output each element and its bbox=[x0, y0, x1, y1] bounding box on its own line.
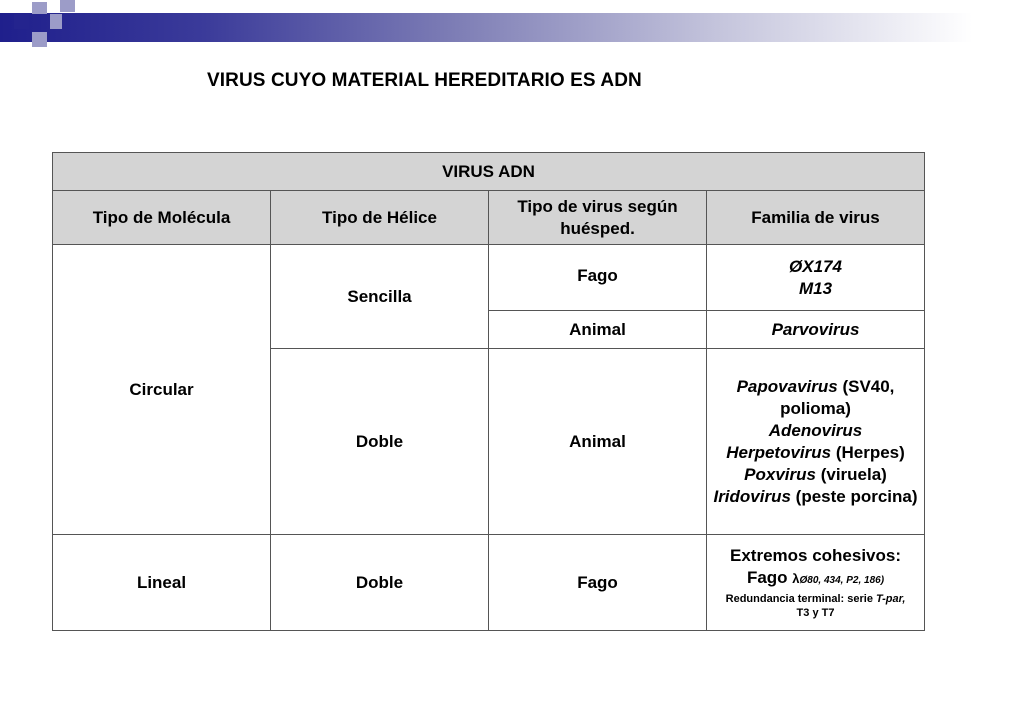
family-papovavirus-note: (SV40, polioma) bbox=[780, 376, 895, 418]
caption-row bbox=[53, 153, 925, 191]
cell-animal-families bbox=[707, 349, 925, 535]
family-parvovirus: Parvovirus bbox=[771, 319, 860, 339]
cell-linear-host: Fago bbox=[489, 535, 707, 631]
table-row bbox=[53, 535, 925, 631]
cell-phage-host: Fago bbox=[489, 245, 707, 311]
lambda-symbol: λ bbox=[792, 571, 800, 586]
cell-double-host: Animal bbox=[489, 349, 707, 535]
redundancy-label: Redundancia terminal: serie bbox=[725, 593, 877, 605]
header-row bbox=[53, 191, 925, 245]
cell-circular: Circular bbox=[53, 245, 271, 535]
linear-fago-label: Fago bbox=[746, 568, 788, 587]
slide-title: VIRUS CUYO MATERIAL HEREDITARIO ES ADN bbox=[207, 70, 642, 91]
deco-square bbox=[60, 0, 75, 12]
virus-table bbox=[52, 152, 925, 631]
cell-double-helix: Doble bbox=[271, 349, 489, 535]
header-helix: Tipo de Hélice bbox=[271, 191, 489, 245]
cell-animal-host: Animal bbox=[489, 311, 707, 349]
family-poxvirus: Poxvirus bbox=[744, 464, 816, 484]
linear-phage-list: Ø80, 434, P2, 186) bbox=[799, 575, 885, 586]
header-banner bbox=[0, 13, 1024, 42]
family-phix174: ØX174 bbox=[789, 256, 842, 276]
table-caption: VIRUS ADN bbox=[53, 153, 925, 191]
cell-parvovirus bbox=[707, 311, 925, 349]
table-row bbox=[53, 245, 925, 311]
family-iridovirus-note: (peste porcina) bbox=[795, 486, 918, 506]
header-molecule: Tipo de Molécula bbox=[53, 191, 271, 245]
cell-phage-family bbox=[707, 245, 925, 311]
linear-family-line4: T3 y T7 bbox=[796, 607, 835, 619]
cell-linear: Lineal bbox=[53, 535, 271, 631]
family-herpetovirus-note: (Herpes) bbox=[835, 442, 905, 462]
family-adenovirus: Adenovirus bbox=[768, 420, 863, 440]
deco-square bbox=[32, 32, 47, 47]
deco-square bbox=[50, 14, 62, 29]
cell-linear-families bbox=[707, 535, 925, 631]
header-host: Tipo de virus según huésped. bbox=[489, 191, 707, 245]
cell-linear-helix: Doble bbox=[271, 535, 489, 631]
family-iridovirus: Iridovirus bbox=[713, 486, 791, 506]
linear-family-line1: Extremos cohesivos: bbox=[730, 546, 902, 565]
family-poxvirus-note: (viruela) bbox=[820, 464, 887, 484]
redundancy-tpar: T-par, bbox=[876, 593, 906, 605]
deco-square bbox=[14, 14, 29, 29]
linear-family-line2 bbox=[713, 567, 918, 592]
family-m13: M13 bbox=[798, 278, 833, 298]
linear-family-line3 bbox=[713, 592, 918, 606]
family-papovavirus: Papovavirus bbox=[736, 376, 838, 396]
header-family: Familia de virus bbox=[707, 191, 925, 245]
deco-square bbox=[32, 2, 47, 14]
cell-single-helix: Sencilla bbox=[271, 245, 489, 349]
family-herpetovirus: Herpetovirus bbox=[726, 442, 832, 462]
